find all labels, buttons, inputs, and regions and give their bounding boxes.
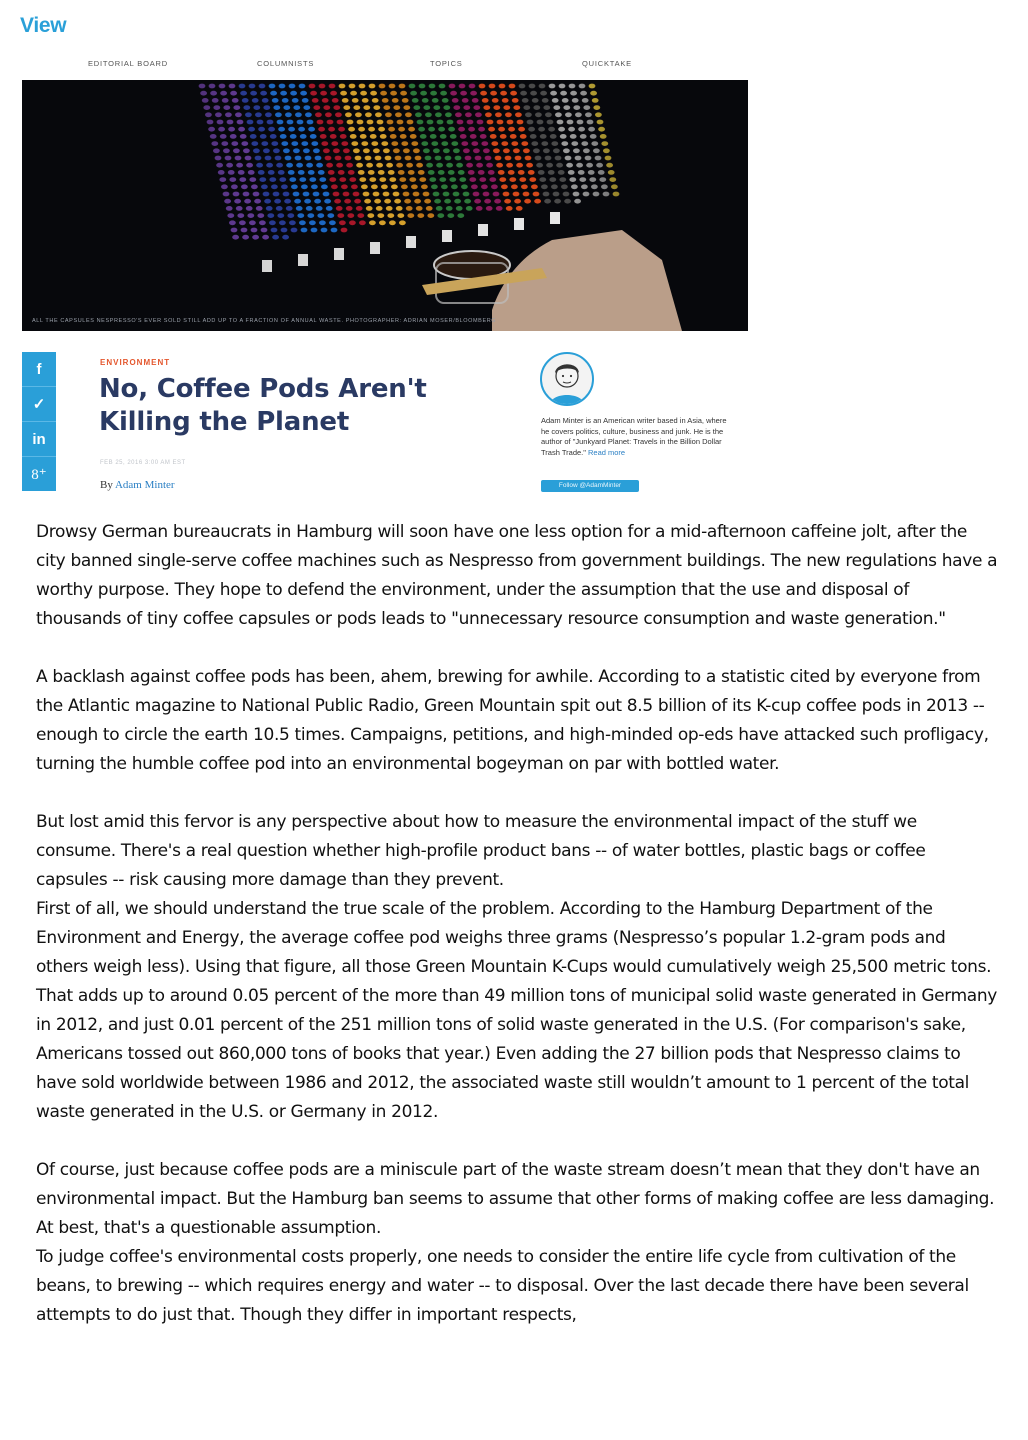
author-bio-text: Adam Minter is an American writer based in Asia, where he covers politics, culture, business and junk. He is the author of "Junkyard Planet: Travels in the Billion Dollar Trash Trade."	[541, 416, 727, 457]
linkedin-icon[interactable]: in	[22, 422, 56, 457]
twitter-icon[interactable]: ✓	[22, 387, 56, 422]
article-body	[36, 518, 998, 1330]
share-bar	[22, 352, 56, 491]
paragraph: First of all, we should understand the true scale of the problem. According to the Hamburg Department of the Environment and Energy, the average coffee pod weighs three grams (Nespresso’s popular 1.2-gram pods and others weigh less). Using that figure, all those Green Mountain K-Cups would cumulatively weigh 25,500 metric tons. That adds up to around 0.05 percent of the more than 49 million tons of municipal solid waste generated in Germany in 2012, and just 0.01 percent of the 251 million tons of solid waste generated in the U.S. (For comparison's sake, Americans tossed out 860,000 tons of books that year.) Even adding the 27 billion pods that Nespresso claims to have sold worldwide between 1986 and 2012, the associated waste still wouldn’t amount to 1 percent of the total waste generated in the U.S. or Germany in 2012.	[36, 899, 998, 1122]
facebook-icon[interactable]: f	[22, 352, 56, 387]
author-bio	[541, 416, 731, 458]
paragraph: But lost amid this fervor is any perspective about how to measure the environmental impact of the stuff we consume. There's a real question whether high-profile product bans -- of water bottles, plastic bags or coffee capsules -- risk causing more damage than they prevent.	[36, 812, 926, 890]
site-logo[interactable]: View	[20, 14, 67, 37]
author-portrait-icon	[542, 354, 592, 404]
paragraph: A backlash against coffee pods has been, ahem, brewing for awhile. According to a statistic cited by everyone from the Atlantic magazine to National Public Radio, Green Mountain spit out 8.5 billion of its K-cup coffee pods in 2013 -- enough to circle the earth 10.5 times. Campaigns, petitions, and high-minded op-eds have attacked such profligacy, turning the humble coffee pod into an environmental bogeyman on par with bottled water.	[36, 667, 989, 774]
page-title: No, Coffee Pods Aren't Killing the Planet	[99, 374, 427, 437]
hero-image	[22, 80, 748, 331]
nav-columnists[interactable]: COLUMNISTS	[257, 59, 315, 68]
author-link[interactable]: Adam Minter	[114, 479, 175, 491]
section-nav	[0, 59, 760, 71]
coffee-capsule-display-illustration	[22, 80, 748, 331]
article-timestamp: FEB 25, 2016 3:00 AM EST	[100, 460, 186, 466]
paragraph: Drowsy German bureaucrats in Hamburg will soon have one less option for a mid-afternoon caffeine jolt, after the city banned single-serve coffee machines such as Nespresso from government buildings. The new regulations have a worthy purpose. They hope to defend the environment, under the assumption that the use and disposal of thousands of tiny coffee capsules or pods leads to "unnecessary resource consumption and waste generation."	[36, 522, 998, 629]
nav-topics[interactable]: TOPICS	[430, 59, 463, 68]
hero-caption: ALL THE CAPSULES NESPRESSO'S EVER SOLD STILL ADD UP TO A FRACTION OF ANNUAL WASTE. PHOTOGRAPHER: ADRIAN MOSER/BLOOMBERG	[32, 318, 497, 324]
twitter-follow-button[interactable]: Follow @AdamMinter	[541, 480, 639, 492]
byline	[100, 479, 175, 491]
avatar[interactable]	[540, 352, 594, 406]
nav-editorial-board[interactable]: EDITORIAL BOARD	[88, 59, 168, 68]
byline-prefix: By	[100, 479, 115, 491]
nav-quicktake[interactable]: QUICKTAKE	[582, 59, 632, 68]
paragraph: Of course, just because coffee pods are a miniscule part of the waste stream doesn’t mean that they don't have an environmental impact. But the Hamburg ban seems to assume that other forms of making coffee are less damaging. At best, that's a questionable assumption.	[36, 1160, 995, 1238]
paragraph: To judge coffee's environmental costs properly, one needs to consider the entire life cycle from cultivation of the beans, to brewing -- which requires energy and water -- to disposal. Over the last decade there have been several attempts to do just that. Though they differ in important respects,	[36, 1247, 969, 1325]
google-plus-icon[interactable]: 8⁺	[31, 466, 47, 483]
section-kicker[interactable]: ENVIRONMENT	[100, 358, 171, 367]
read-more-link[interactable]: Read more	[588, 447, 626, 457]
